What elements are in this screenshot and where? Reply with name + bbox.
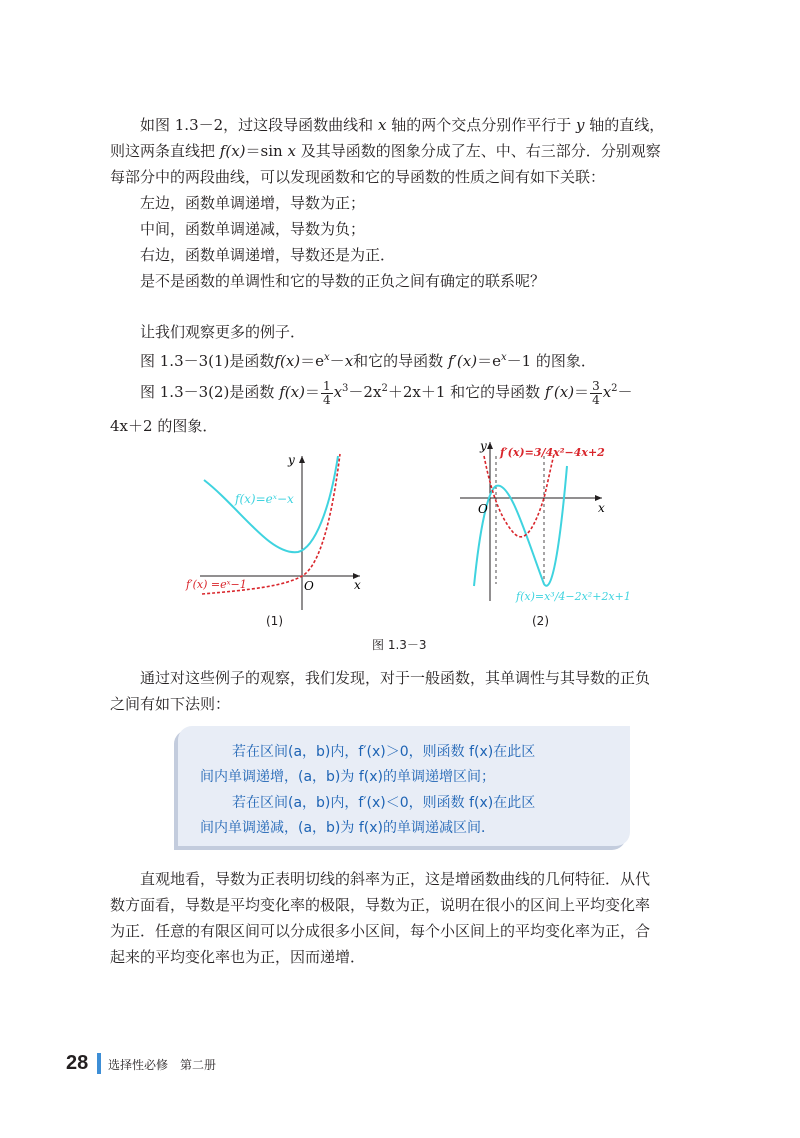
p1-line-3 xyxy=(110,164,705,190)
fig1-origin-label: O xyxy=(304,579,314,593)
fig1-description xyxy=(140,345,596,374)
fig2-frac-2 xyxy=(590,380,602,407)
p2-text: 则这两条直线把 xyxy=(110,142,216,160)
rule-line-1: 若在区间(a，b)内，f′(x)＞0，则函数 f(x)在此区 xyxy=(232,744,536,760)
examples-intro: 让我们观察更多的例子． xyxy=(140,323,306,341)
question-line: 是不是函数的单调性和它的导数的正负之间有确定的联系呢？ xyxy=(140,272,546,290)
footer-accent-bar xyxy=(97,1053,101,1074)
fig2-df-label: f′(x)=3/4x²−4x+2 xyxy=(500,446,605,459)
fig2-x-label: x xyxy=(598,501,605,515)
paragraph-2-line-1 xyxy=(110,665,705,691)
book-title: 选择性必修 第二册 xyxy=(108,1058,217,1072)
p1-text: 如图 1.3－2，过这段导函数曲线和 xyxy=(140,116,374,134)
fig2-curve-f xyxy=(474,466,567,586)
fig1-df-label: f′(x) =eˣ−1 xyxy=(186,578,247,591)
var-y: y xyxy=(576,116,585,134)
fig2-description-line-2: 4x＋2 的图象． xyxy=(110,417,218,435)
fig-sub-caption-2: (2) xyxy=(532,614,549,628)
fig1-func: f(x) xyxy=(274,352,301,370)
p2-line1-text: 通过对这些例子的观察，我们发现，对于一般函数，其单调性与其导数的正负 xyxy=(140,669,651,687)
frac2-den: 4 xyxy=(592,392,600,407)
fig2-func: f(x) xyxy=(279,383,305,401)
right-line: 右边，函数单调递增，导数还是为正． xyxy=(140,246,396,264)
fig2-term2: x xyxy=(602,383,612,401)
eq-sin: ＝sin xyxy=(245,142,283,160)
figure-1-plot xyxy=(180,448,380,618)
fig-sub-caption-1: (1) xyxy=(266,614,283,628)
fig1-x: x xyxy=(344,352,354,370)
fig2-rest3: － xyxy=(617,383,633,401)
fig2-origin-label: O xyxy=(478,502,488,516)
left-line: 左边，函数单调递增，导数为正； xyxy=(140,194,366,212)
p3-text: 每部分中的两段曲线，可以发现函数和它的导函数的性质之间有如下关联： xyxy=(110,168,606,186)
fig1-eq: ＝e xyxy=(300,352,325,370)
fig1-y-arrow xyxy=(299,456,305,463)
fig2-pow2: 2 xyxy=(381,383,388,394)
frac2-num: 3 xyxy=(592,378,600,393)
fig2-eq2: ＝ xyxy=(574,383,590,401)
fig1-y-label: y xyxy=(288,453,295,467)
p3-line1-text: 直观地看，导数为正表明切线的斜率为正，这是增函数曲线的几何特征．从代 xyxy=(140,870,651,888)
rule-line-3: 若在区间(a，b)内，f′(x)＜0，则函数 f(x)在此区 xyxy=(232,795,536,811)
fig2-description xyxy=(140,376,633,407)
var-x-2: x xyxy=(287,142,296,160)
fig2-pow3: 2 xyxy=(611,383,618,394)
fig1-f-label: f(x)=eˣ−x xyxy=(235,492,294,506)
fig2-eq: ＝ xyxy=(304,383,320,401)
fig2-pow1: 3 xyxy=(342,383,349,394)
paragraph-3-line-2: 数方面看，导数是平均变化率的极限，导数为正，说明在很小的区间上平均变化率 xyxy=(110,896,651,914)
p1-text-mid: 轴的两个交点分别作平行于 xyxy=(391,116,572,134)
fig1-curve-df xyxy=(202,454,340,594)
fig1-minus: － xyxy=(329,352,345,370)
fig1-x-label: x xyxy=(354,578,361,592)
fig2-y-arrow xyxy=(487,442,493,449)
middle-line: 中间，函数单调递减，导数为负； xyxy=(140,220,366,238)
fig1-desc-prefix: 图 1.3－3(1)是函数 xyxy=(140,352,275,370)
figure-2-plot xyxy=(452,436,632,611)
fig1-end: －1 的图象． xyxy=(506,352,596,370)
fig2-rest2: ＋2x＋1 和它的导函数 xyxy=(387,383,541,401)
rule-line-4: 间内单调递减，(a，b)为 f(x)的单调递减区间． xyxy=(200,820,495,836)
var-x: x xyxy=(377,116,387,134)
paragraph-3-line-4: 起来的平均变化率也为正，因而递增． xyxy=(110,948,366,966)
fig2-f-label: f(x)=x³/4−2x²+2x+1 xyxy=(516,590,631,603)
paragraph-2-line-2: 之间有如下法则： xyxy=(110,695,231,713)
fig1-exp: x xyxy=(324,352,330,363)
fig2-y-label: y xyxy=(480,439,487,453)
func-fx: f(x) xyxy=(219,142,246,160)
fig2-curve-df xyxy=(484,454,554,537)
fig1-mid: 和它的导函数 xyxy=(353,352,444,370)
figure-caption: 图 1.3－3 xyxy=(372,638,427,652)
p2-text-end: 及其导函数的图象分成了左、中、右三部分．分别观察 xyxy=(300,142,661,160)
page-number: 28 xyxy=(66,1052,89,1074)
fig2-rest1: －2x xyxy=(348,383,382,401)
p1-line-1 xyxy=(110,112,705,138)
p1-line-2 xyxy=(110,138,705,164)
p1-text-end: 轴的直线， xyxy=(589,116,665,134)
frac1-num: 1 xyxy=(322,378,331,393)
fig1-eq2: ＝e xyxy=(477,352,501,370)
frac1-den: 4 xyxy=(322,392,331,407)
paragraph-3-line-3: 为正．任意的有限区间可以分成很多小区间，每个小区间上的平均变化率为正，合 xyxy=(110,922,651,940)
fig2-frac-1 xyxy=(321,380,333,407)
fig1-exp2: x xyxy=(500,352,507,363)
paragraph-3-line-1 xyxy=(110,866,705,892)
fig2-dfunc: f′(x) xyxy=(544,383,575,401)
fig1-dfunc: f′(x) xyxy=(447,352,478,370)
fig2-desc-prefix: 图 1.3－3(2)是函数 xyxy=(140,383,275,401)
rule-line-2: 间内单调递增，(a，b)为 f(x)的单调递增区间； xyxy=(200,769,495,785)
fig2-term1: x xyxy=(333,383,343,401)
